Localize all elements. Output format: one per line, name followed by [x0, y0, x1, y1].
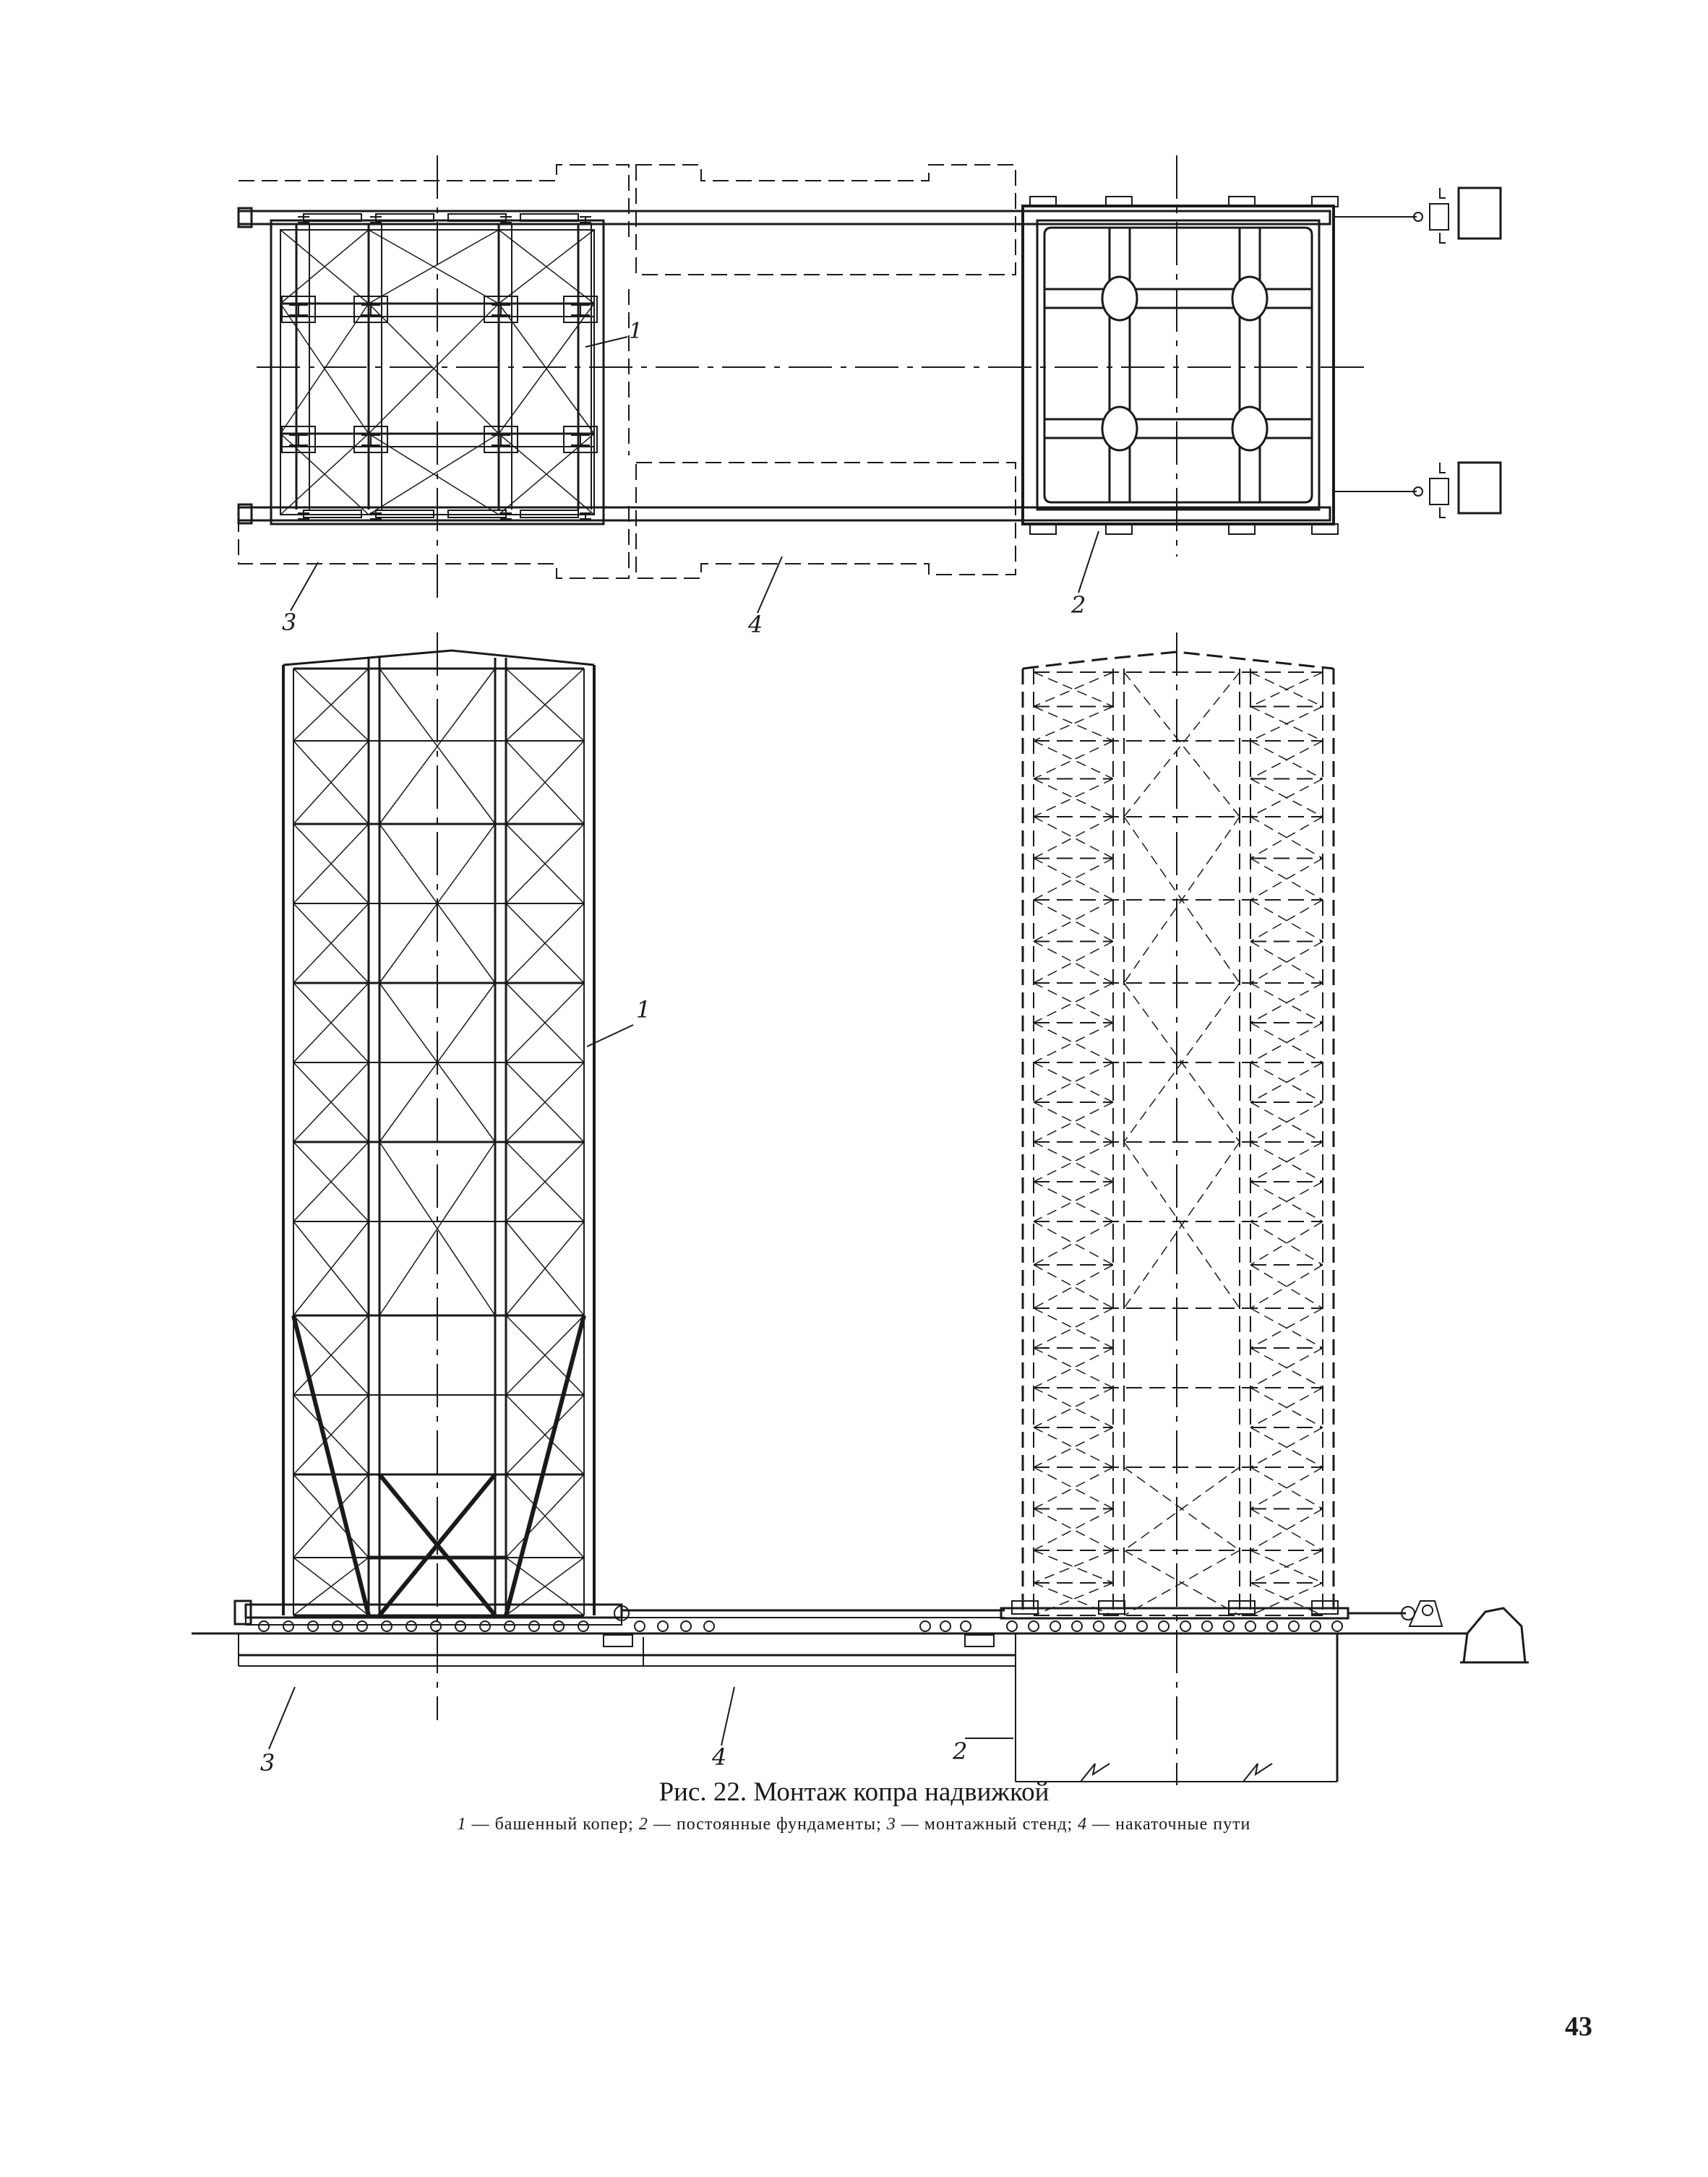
winch-anchor-bolt: [1440, 188, 1446, 243]
roller: [1050, 1621, 1060, 1631]
foundation-beam-vertical: [1110, 228, 1130, 502]
foundation-node: [1102, 407, 1137, 450]
roller: [961, 1621, 971, 1631]
plan-leader-2: [1078, 531, 1099, 593]
page-number: 43: [1565, 2011, 1592, 2042]
roller: [1332, 1621, 1342, 1631]
tower-final-brace: [1034, 1509, 1113, 1551]
foundation-node: [1102, 277, 1137, 320]
figure-caption-title: Рис. 22. Монтаж копра надвижкой: [658, 1777, 1050, 1807]
rail-top: [239, 211, 1330, 224]
foundation-pad: [1106, 524, 1132, 534]
foundation-node: [1232, 277, 1267, 320]
tower-final-center-brace: [1124, 672, 1240, 817]
temporary-brace: [506, 1315, 584, 1615]
tower-final-brace: [1034, 1308, 1113, 1348]
tower-final-brace: [1034, 1388, 1113, 1427]
tower-final-brace: [1034, 1427, 1113, 1467]
tower-final-brace: [1034, 1265, 1113, 1308]
roller: [283, 1621, 293, 1631]
tower-final-brace: [1034, 859, 1113, 901]
legend-num-2: 2: [638, 1815, 648, 1834]
tower-final-brace: [1034, 900, 1113, 942]
roller: [1224, 1621, 1234, 1631]
tower-final-brace: [1034, 1308, 1113, 1348]
roller: [1029, 1621, 1039, 1631]
plan-leader-4: [758, 557, 782, 613]
tower-final-brace: [1034, 983, 1113, 1023]
foundation-node: [1232, 407, 1267, 450]
roller: [1115, 1621, 1125, 1631]
foundation-pad: [1030, 524, 1056, 534]
foundation-pad: [1229, 524, 1255, 534]
tower-final-brace: [1034, 817, 1113, 859]
tower-final-brace: [1034, 1182, 1113, 1221]
elevation-callout-3: 3: [260, 1749, 275, 1777]
roller: [431, 1621, 441, 1631]
rail-track-outline-upper: [636, 165, 1016, 275]
elevation-leader-3: [269, 1687, 295, 1749]
roller: [455, 1621, 465, 1631]
roller: [940, 1621, 950, 1631]
winch-drum-box: [1459, 463, 1501, 513]
roller: [259, 1621, 269, 1631]
tower-final-brace: [1034, 741, 1113, 779]
legend-num-4: 4: [1078, 1815, 1088, 1834]
tower-final-brace: [1034, 1221, 1113, 1265]
roller: [578, 1621, 588, 1631]
i-beam-symbol: [361, 435, 380, 445]
track-sleeper: [965, 1635, 994, 1646]
roller: [406, 1621, 416, 1631]
plan-view: [239, 155, 1501, 600]
tower-final-brace: [1034, 1023, 1113, 1062]
foundation-pad: [1312, 524, 1338, 534]
tower-final-brace: [1034, 741, 1113, 779]
roller: [480, 1621, 490, 1631]
winch-anchor: [1430, 204, 1449, 230]
elevation-callout-4: 4: [712, 1743, 727, 1771]
tower-final-brace: [1034, 1221, 1113, 1265]
roller: [357, 1621, 367, 1631]
plan-leader-3: [291, 562, 318, 611]
roller: [1202, 1621, 1212, 1631]
winch-block: [1409, 1601, 1442, 1626]
tower-final-center-brace: [1124, 1142, 1240, 1308]
tower-final-brace: [1034, 1062, 1113, 1102]
elevation-callout-1: 1: [636, 996, 651, 1023]
winch-block-pin: [1422, 1605, 1433, 1615]
tower-final-brace: [1034, 1467, 1113, 1509]
elevation-callout-2: 2: [953, 1738, 968, 1765]
tower-final-brace: [1034, 1102, 1113, 1142]
track-sleeper: [604, 1635, 632, 1646]
roller: [308, 1621, 318, 1631]
tower-final-brace: [1034, 1265, 1113, 1308]
roller: [1159, 1621, 1169, 1631]
tower-final-brace: [1034, 779, 1113, 817]
roller: [920, 1621, 930, 1631]
tower-final-brace: [1034, 1023, 1113, 1062]
tower-final-brace: [1034, 942, 1113, 984]
elevation-leader-4: [721, 1687, 734, 1746]
tower-final-brace: [1034, 1467, 1113, 1509]
figure-caption-legend: 1 — башенный копер; 2 — постоянные фундаменты; 3 — монтажный стенд; 4 — накаточные пути: [457, 1815, 1251, 1834]
plan-callout-4: 4: [748, 611, 763, 638]
roller: [1289, 1621, 1299, 1631]
temporary-brace: [293, 1315, 369, 1615]
legend-text-4: накаточные пути: [1115, 1815, 1251, 1834]
legend-num-3: 3: [886, 1815, 896, 1834]
foundation-plan-inner: [1044, 228, 1312, 502]
legend-text-1: башенный копер;: [494, 1815, 634, 1834]
tower-final-brace: [1034, 1509, 1113, 1551]
tower-final-brace: [1034, 817, 1113, 859]
roller: [658, 1621, 668, 1631]
i-beam-symbol: [289, 305, 308, 315]
tower-final-brace: [1034, 900, 1113, 942]
tower-final-brace: [1034, 1062, 1113, 1102]
plan-callout-3: 3: [282, 609, 297, 636]
tower-final-brace: [1034, 1142, 1113, 1182]
i-beam-symbol: [492, 305, 510, 315]
tower-final-brace: [1034, 942, 1113, 984]
tower-final-brace: [1034, 1348, 1113, 1388]
foundation-plan-frame: [1037, 220, 1319, 510]
roller: [1245, 1621, 1256, 1631]
roller: [332, 1621, 343, 1631]
anchor-block: [1464, 1608, 1525, 1662]
foundation-rail: [1001, 1608, 1348, 1618]
plan-callout-2: 2: [1071, 591, 1086, 619]
foundation-beam-horizontal: [1044, 419, 1312, 438]
roller: [505, 1621, 515, 1631]
legend-text-3: монтажный стенд;: [924, 1815, 1073, 1834]
roller: [1072, 1621, 1082, 1631]
tower-final-brace: [1034, 1348, 1113, 1388]
tower-roof: [283, 650, 594, 665]
foundation-plan-outer: [1023, 206, 1334, 524]
roller: [681, 1621, 691, 1631]
roller: [529, 1621, 539, 1631]
foundation-beam-horizontal: [1044, 289, 1312, 308]
legend-text-2: постоянные фундаменты;: [676, 1815, 882, 1834]
winch-anchor: [1430, 478, 1449, 504]
tower-final-brace: [1034, 1142, 1113, 1182]
winch-anchor-bolt: [1440, 463, 1446, 518]
tower-final-brace: [1034, 859, 1113, 901]
roller: [1137, 1621, 1147, 1631]
roller: [554, 1621, 564, 1631]
foundation-beam-vertical: [1240, 228, 1260, 502]
tower-final-center-brace: [1124, 672, 1240, 817]
elevation-view: [192, 632, 1529, 1785]
tower-final-brace: [1034, 983, 1113, 1023]
roller: [1094, 1621, 1104, 1631]
legend-num-1: 1: [457, 1815, 467, 1834]
tower-final-brace: [1034, 779, 1113, 817]
roller: [1310, 1621, 1321, 1631]
roller: [635, 1621, 645, 1631]
tower-final-brace: [1034, 1388, 1113, 1427]
roller: [1180, 1621, 1190, 1631]
tower-final-brace: [1034, 1102, 1113, 1142]
tower-final-roof: [1023, 652, 1334, 669]
roller: [704, 1621, 714, 1631]
winch-drum-box: [1459, 188, 1501, 239]
tower-final-brace: [1034, 1182, 1113, 1221]
roller: [382, 1621, 392, 1631]
roller: [1267, 1621, 1277, 1631]
tower-final-brace: [1034, 1427, 1113, 1467]
roller: [1007, 1621, 1017, 1631]
plan-callout-1: 1: [629, 319, 643, 344]
